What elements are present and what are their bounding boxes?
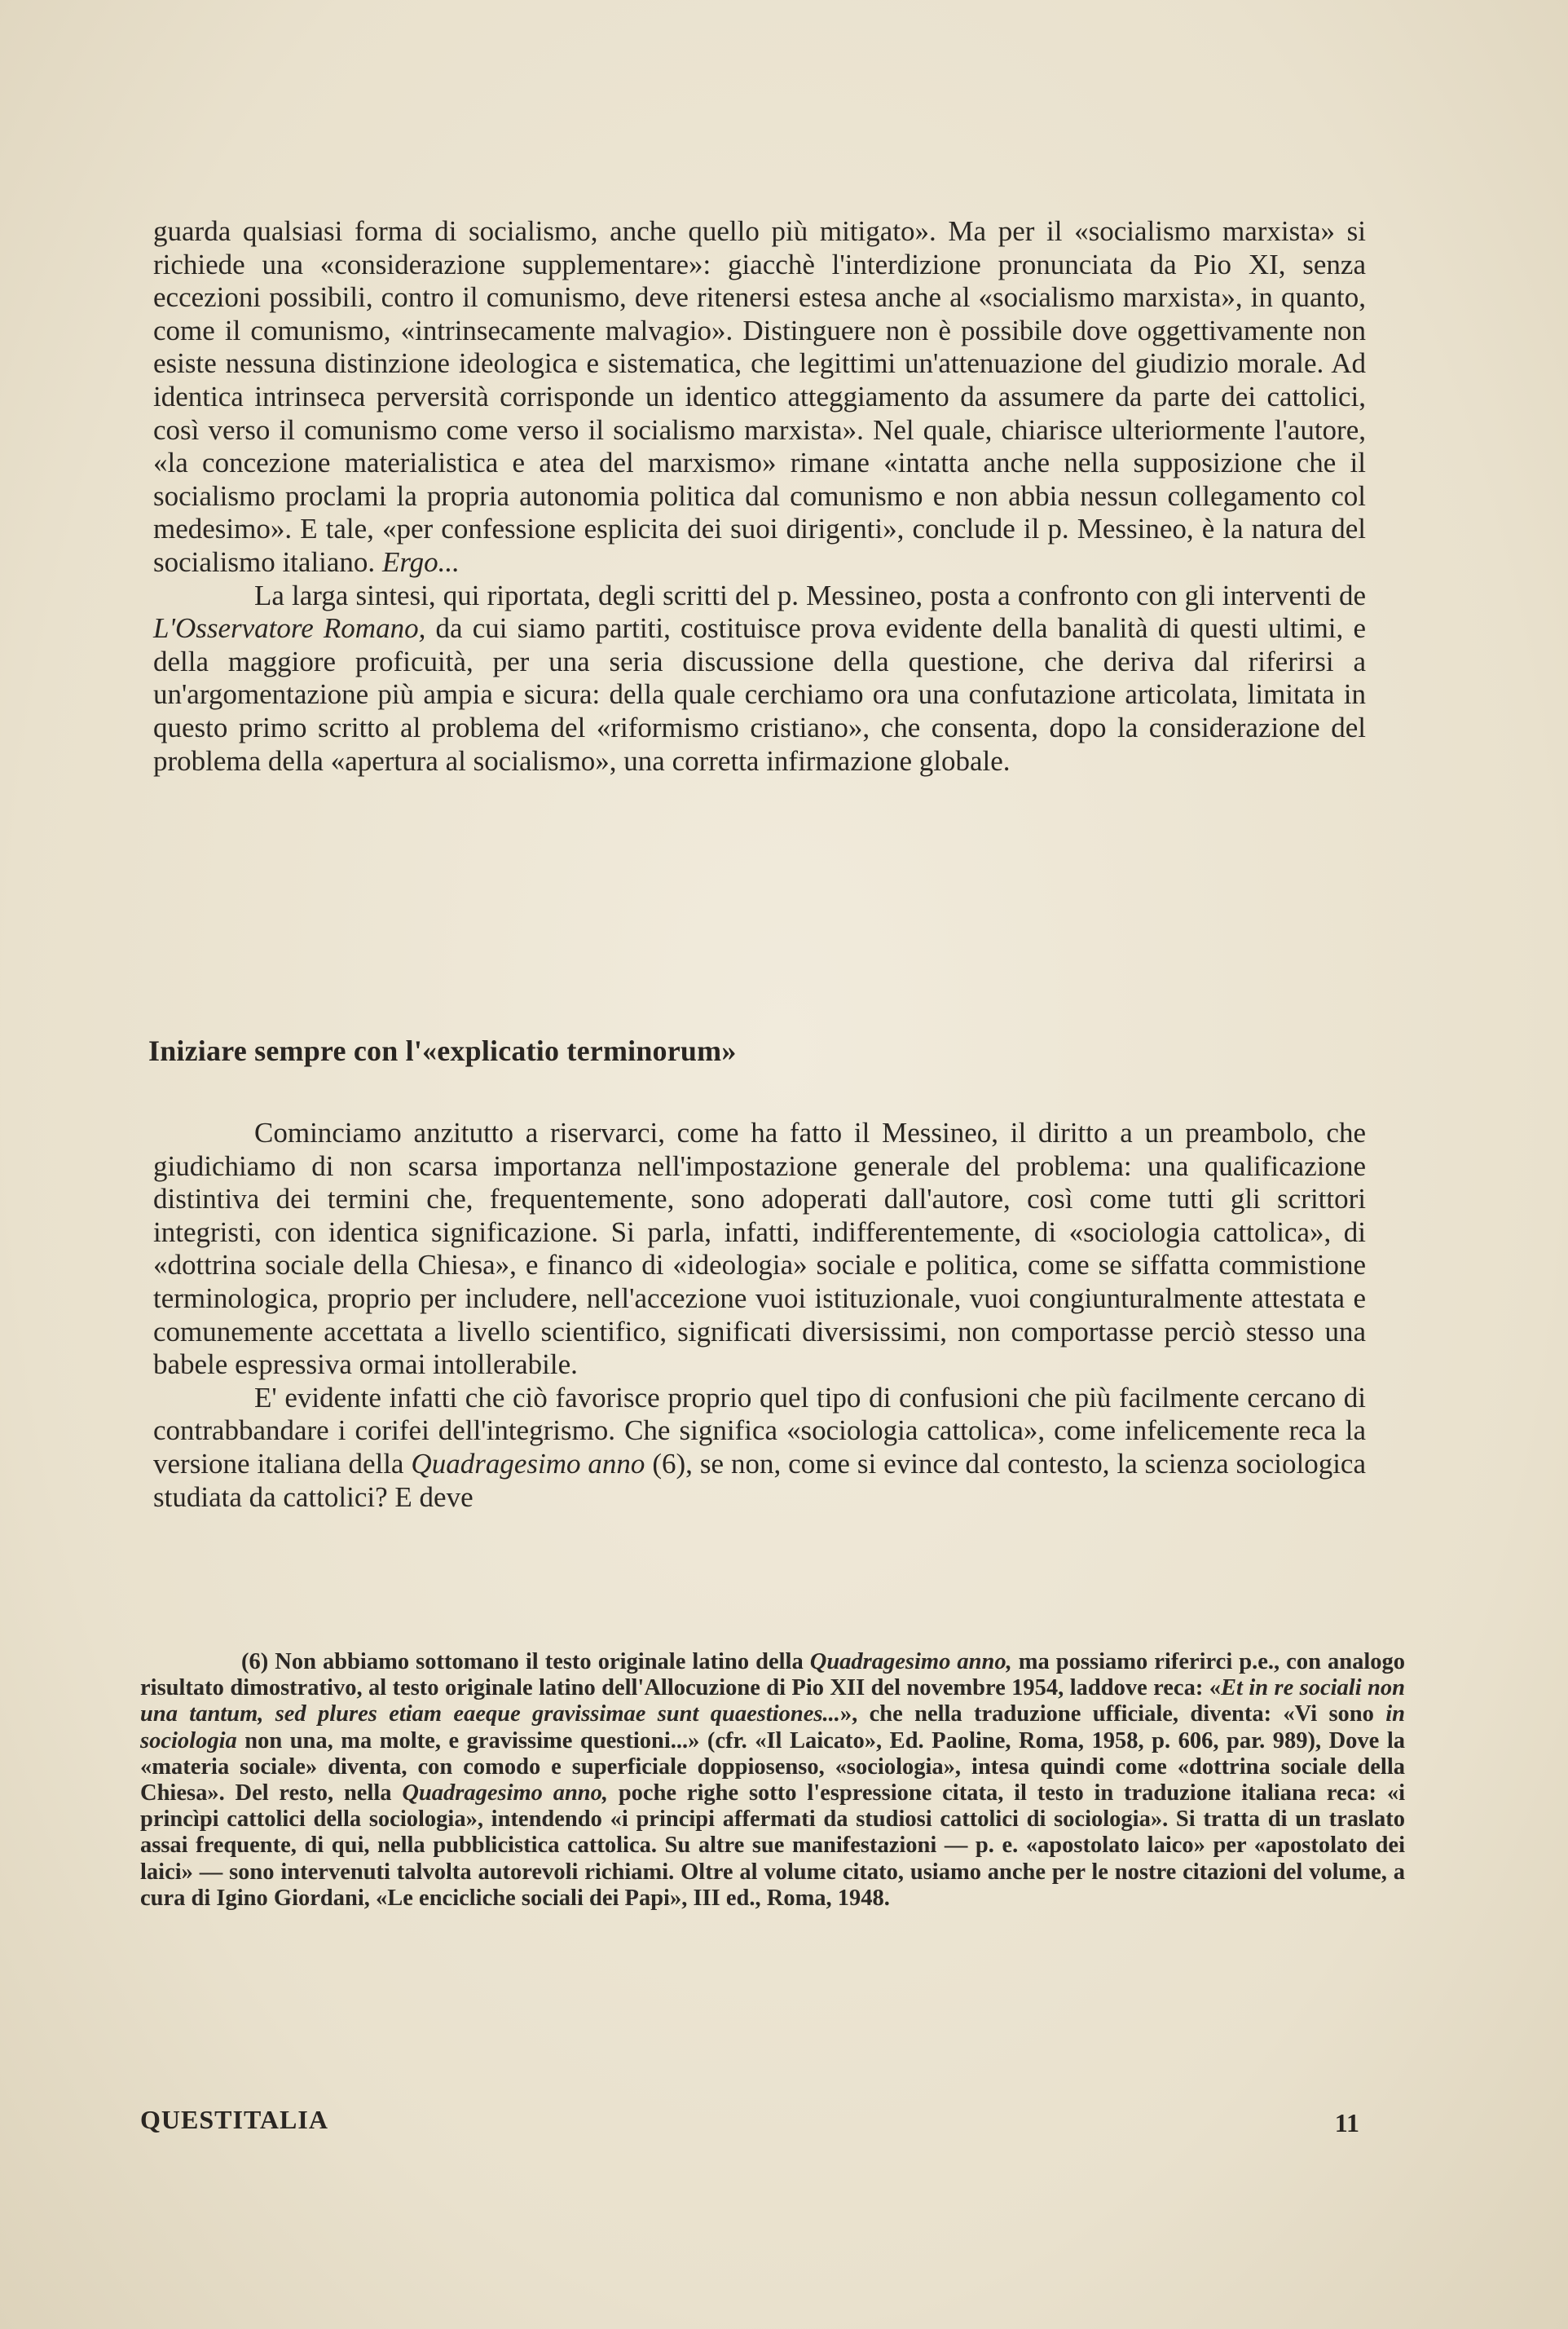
- text-run: poche righe sotto l'espressione citata, il testo in traduzione italiana reca: «i princìpi cattolici della sociologia», intendendo «i principi affermati da studiosi cattolici di sociologia». Si tratta di un traslato assai frequente, di qui, nella pubblicistica cattolica. Su altre sue manifestazioni — p. e. «apostolato laico» per «apostolato dei laici» — sono intervenuti talvolta autorevoli richiami. Oltre al volume citato, usiamo anche per le nostre citazioni del volume, a cura di Igino Giordani, «Le encicliche sociali dei Papi», III ed., Roma, 1948.: [140, 1780, 1405, 1911]
- italic-text: L'Osservatore Romano,: [153, 612, 426, 645]
- paragraph: [153, 1117, 1366, 1382]
- italic-text: Quadragesimo anno: [411, 1447, 645, 1480]
- italic-text: Ergo...: [381, 545, 460, 578]
- page-number: 11: [1334, 2108, 1359, 2137]
- text-run: guarda qualsiasi forma di socialismo, anche quello più mitigato». Ma per il «socialismo marxista» si richiede una «considerazione supplementare»: giacchè l'interdizione pronunciata da Pio XI, senza eccezioni possibili, contro il comunismo, deve ritenersi estesa anche al «socialismo marxista», in quanto, come il comunismo, «intrinsecamente malvagio». Distinguere non è possibile dove oggettivamente non esiste nessuna distinzione ideologica e sistematica, che legittimi un'attenuazione del giudizio morale. Ad identica intrinseca perversità corrisponde un identico atteggiamento da assumere da parte dei cattolici, così verso il comunismo come verso il socialismo marxista». Nel quale, chiarisce ulteriormente l'autore, «la concezione materialistica e atea del marxismo» rimane «intatta anche nella supposizione che il socialismo proclami la propria autonomia politica dal comunismo e non abbia nessun collegamento col medesimo». E tale, «per confessione esplicita dei suoi dirigenti», conclude il p. Messineo, è la natura del socialismo italiano.: [153, 215, 1366, 578]
- paragraph: [153, 580, 1366, 779]
- section-heading: Iniziare sempre con l'«explicatio terminorum»: [148, 1034, 737, 1067]
- text-run: Cominciamo anzitutto a riservarci, come ha fatto il Messineo, il diritto a un preambolo, che giudichiamo di non scarsa importanza nell'impostazione generale del problema: una qualificazione distintiva dei termini che, frequentemente, sono adoperati dall'autore, così come tutti gli scrittori integristi, con identica significazione. Si parla, infatti, indifferentemente, di «sociologia cattolica», di «dottrina sociale della Chiesa», e financo di «ideologia» sociale e politica, come se siffatta commistione terminologica, proprio per includere, nell'accezione vuoi istituzionale, vuoi congiunturalmente attestata e comunemente accettata a livello scientifico, significati diversissimi, non comportasse perciò stesso una babele espressiva ormai intollerabile.: [153, 1117, 1366, 1381]
- italic-text: Quadragesimo anno,: [402, 1780, 609, 1806]
- text-run: (6), se non, come si evince dal contesto, la scienza sociologica studiata da cattolici? E deve: [153, 1447, 1366, 1513]
- paragraph: [153, 215, 1366, 580]
- journal-name: QUESTITALIA: [140, 2105, 328, 2134]
- text-run: », che nella traduzione ufficiale, diventa: «Vi sono: [839, 1701, 1386, 1727]
- text-run: La larga sintesi, qui riportata, degli scritti del p. Messineo, posta a confronto con gli interventi de: [254, 579, 1366, 611]
- text-run: non una, ma molte, e gravissime questioni...» (cfr. «Il Laicato», Ed. Paoline, Roma, 1958, p. 606, par. 989), Dove la «materia sociale» diventa, con comodo e superficiale doppiosenso, «sociologia», intesa quindi come «dottrina sociale della Chiesa». Del resto, nella: [140, 1727, 1405, 1806]
- italic-text: Et in re sociali non una tantum, sed plures etiam eaeque gravissimae sunt quaestiones...: [140, 1675, 1405, 1727]
- text-run: da cui siamo partiti, costituisce prova evidente della banalità di questi ultimi, e della maggiore proficuità, per una seria discussione della questione, che deriva dal riferirsi a un'argomentazione più ampia e sicura: della quale cerchiamo ora una confutazione articolata, limitata in questo primo scritto al problema del «riformismo cristiano», che consenta, dopo la considerazione del problema della «apertura al socialismo», una corretta infirmazione globale.: [153, 612, 1366, 777]
- text-run: ma possiamo riferirci p.e., con analogo risultato dimostrativo, al testo originale latino dell'Allocuzione di Pio XII del novembre 1954, laddove reca: «: [140, 1649, 1405, 1701]
- italic-text: Quadragesimo anno,: [809, 1649, 1012, 1674]
- body-text-top: [153, 215, 1366, 778]
- footnote-6: [140, 1649, 1405, 1912]
- body-text-bottom: [153, 1117, 1366, 1514]
- text-run: (6) Non abbiamo sottomano il testo originale latino della: [241, 1649, 810, 1674]
- italic-text: in sociologia: [140, 1701, 1405, 1753]
- paragraph: [153, 1382, 1366, 1514]
- text-run: E' evidente infatti che ciò favorisce proprio quel tipo di confusioni che più facilmente cercano di contrabbandare i corifei dell'integrismo. Che significa «sociologia cattolica», come infelicemente reca la versione italiana della: [153, 1381, 1366, 1480]
